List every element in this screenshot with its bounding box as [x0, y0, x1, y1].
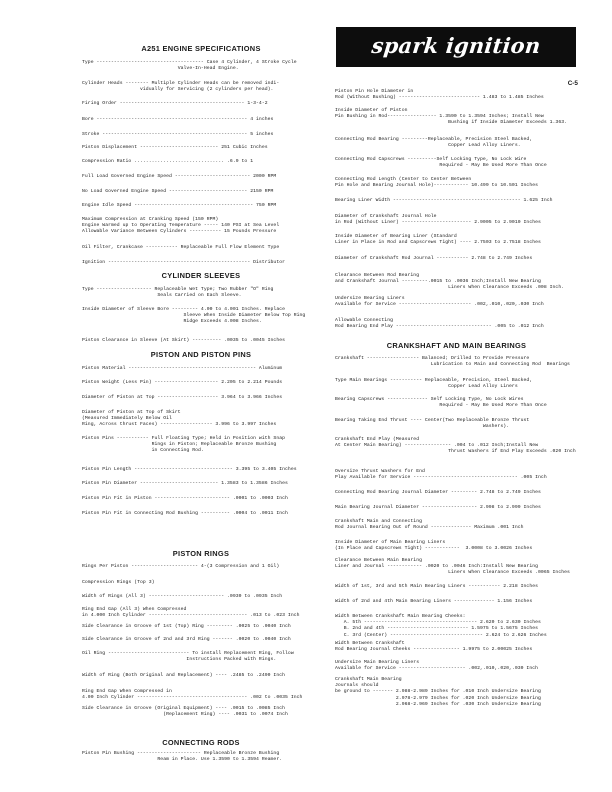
spec-line: Allowable Connecting: [335, 318, 394, 323]
spec-line: Maximum Compression at Cranking Speed (150 RPM): [82, 217, 219, 222]
spec-entry: [82, 410, 320, 429]
spec-line: Diameter of Crankshaft Journal Hole: [335, 214, 437, 219]
spec-entry: [82, 594, 320, 600]
spec-line: Connecting Rod Length (Center to Center Between: [335, 177, 472, 182]
spec-line: Pin Hole and Bearing Journal Hole)------------ 10.499 to 10.501 Inches: [335, 183, 539, 189]
spec-line: Cylinder Heads -------- Multiple Cylinder Heads can be removed indi-: [82, 81, 280, 86]
spec-line: Inside Diameter of Main Bearing Liners: [335, 540, 446, 545]
spec-entry: [335, 397, 578, 409]
spec-line: Inside Diameter of Bearing Liner (Standard: [335, 234, 457, 239]
spec-line: Journals should: [335, 683, 379, 689]
spec-line: Crankshaft Main and Connecting: [335, 519, 423, 524]
spec-line: Rod Bearing End Play --------------------------------- .005 to .012 Inch: [335, 324, 544, 330]
spec-line: vidually for Servicing (2 cylinders per head).: [82, 87, 274, 93]
spec-entry: [82, 689, 320, 701]
spec-line: Compression Ratio ............................... .6.9 to 1: [82, 159, 254, 164]
spec-line: C. 3rd (Center) -------------------------------- 2.624 to 2.626 Inches: [335, 632, 547, 638]
spec-entry: [335, 273, 578, 292]
spec-entry: [335, 137, 578, 149]
spec-entry: [82, 673, 320, 679]
spec-line: Available for Service ------------------------- .002,.010,.020,.030 Inch: [335, 302, 544, 308]
spec-line: in Connecting Rod.: [82, 448, 204, 454]
spec-line: Inside Diameter of Sleeve Bore --------- 4.00 to 4.001 Inches. Replace: [82, 307, 286, 312]
spec-entry: [82, 580, 320, 586]
spec-line: Diameter of Crankshaft Rod Journal ----------- 2.748 to 2.749 Inches: [335, 256, 533, 261]
spec-line: Bearing Taking End Thrust ---- Center(Two Replaceable Bronze Thrust: [335, 418, 530, 423]
spec-line: Connecting Rod Bearing ---------Replaceable, Precision Steel Backed,: [335, 137, 533, 142]
spec-line: in Rod (Without Liner) ------------------------ 2.9005 to 2.9010 Inches: [335, 220, 541, 226]
spec-entry: [335, 89, 578, 101]
spec-line: Rod (Without Bushing) ---------------------------- 1.483 to 1.485 Inches: [335, 95, 544, 101]
spec-entry: [82, 174, 320, 180]
spec-line: Ream in Place. Use 1.3590 to 1.3594 Reamer.: [82, 757, 283, 763]
spec-line: Width of Ring (Both Original and Replacement) ---- .2485 to .2490 Inch: [82, 673, 286, 678]
spec-line: Connecting Rod Capscrews ----------Self Locking Type, No Lock Wire: [335, 157, 527, 162]
spec-entry: [335, 234, 578, 246]
spec-line: in 4.000 Inch Cylinder ---------------------------------- .013 to .023 Inch: [82, 613, 300, 619]
spec-line: Piston Pin Fit in Connecting Rod Bushing ---------- .0004 to .0011 Inch: [82, 511, 288, 516]
spec-line: Liner in Place in Rod and Capscrews Tight) ---- 2.7503 to 2.7518 Inches: [335, 240, 541, 246]
spec-line: Width Between Crankshaft: [335, 641, 405, 646]
spec-entry: [82, 338, 320, 344]
spec-line: Type Main Bearings ----------- Replaceable, Precision, Steel Backed,: [335, 378, 533, 383]
spec-line: Liner and Journal ------------ .0020 to .0046 Inch:Install New Bearing: [335, 564, 539, 570]
spec-line: Piston Pin Fit in Piston -------------------------- .0001 to .0003 Inch: [82, 496, 288, 501]
spec-entry: [335, 198, 578, 204]
spec-line: Type ------------------- Replaceable Wet Type; Two Rubber "O" Ring: [82, 287, 274, 292]
spec-entry: [82, 217, 320, 236]
section-title-crankshaft: CRANKSHAFT AND MAIN BEARINGS: [386, 341, 527, 350]
spec-line: Connecting Rod Bearing Journal Diameter --------- 2.748 to 2.749 Inches: [335, 490, 541, 495]
spec-line: Piston Pin Hole Diameter in: [335, 89, 414, 94]
spec-entry: [82, 366, 320, 372]
spec-line: Ring End Gap (All 3) When Compressed: [82, 607, 187, 612]
spec-entry: [335, 614, 578, 639]
spec-entry: [335, 584, 578, 590]
spec-line: Piston Displacement --------------------------- 251 Cubic Inches: [82, 145, 268, 150]
spec-entry: [82, 481, 320, 487]
spec-line: Thrust Washers if End Play Exceeds .020 Inch: [335, 449, 576, 455]
spec-line: Side Clearance in Groove (Original Equipment) ---- .0015 to .0085 Inch: [82, 706, 286, 711]
spec-line: Ignition ------------------------------------------------- Distributor: [82, 260, 286, 265]
spec-line: Bearing Liner Width -------------------------------------------- 1.625 Inch: [335, 198, 553, 203]
spec-entry: [82, 101, 320, 107]
spec-line: Required - May Be Used More Than Once: [335, 403, 547, 409]
spec-line: Firing Order ------------------------------------------- 1-3-4-2: [82, 101, 268, 106]
spec-line: (Replacement Ring) ---- .0031 to .0074 Inch: [82, 712, 288, 718]
spec-line: Piston Pin Bushing ---------------------- Replaceable Bronze Bushing: [82, 751, 280, 756]
spec-line: Side Clearance in Groove of 1st (Top) Ring --------- .0025 to .0040 Inch: [82, 624, 291, 629]
spec-line: Clearance Between Main Bearing: [335, 558, 423, 563]
spec-line: Undersize Main Bearing Liners: [335, 660, 420, 665]
section-title-connecting-rods: CONNECTING RODS: [162, 738, 240, 747]
spec-line: Copper Lead Alloy Liners: [335, 384, 518, 390]
spec-line: Engine Warmed up to Operating Temperature ----- 140 PSI at Sea Level: [82, 223, 280, 229]
spec-line: Bore ---------------------------------------------------- 4 inches: [82, 117, 274, 122]
spec-line: Liners When Clearance Exceeds .008 Inch.: [335, 285, 565, 291]
spec-entry: [335, 599, 578, 605]
spec-line: Rod Bearing Journal Cheeks ---------------- 1.9975 to 2.00025 Inches: [335, 647, 533, 653]
spec-line: Sleeve When Inside Diameter Below Top Ring: [82, 313, 306, 319]
spec-line: Stroke -------------------------------------------------- 5 inches: [82, 132, 274, 137]
spec-line: Bushing if Inside Diameter Exceeds 1.363.: [335, 120, 568, 126]
section-title-cylinder-sleeves: CYLINDER SLEEVES: [161, 271, 241, 280]
spec-entry: [335, 469, 578, 481]
spec-entry: [82, 511, 320, 517]
section-title-piston-pins: PISTON AND PISTON PINS: [150, 350, 252, 359]
spec-line: Undersize Bearing Liners: [335, 296, 405, 301]
spec-entry: [335, 540, 578, 552]
spec-line: Pin Bushing in Rod----------------- 1.3590 to 1.3594 Inches; Install New: [335, 114, 544, 120]
spec-entry: [335, 490, 578, 496]
spec-line: Main Bearing Journal Diameter ------------------- 2.998 to 2.999 Inches: [335, 505, 541, 510]
spec-line: Valve-In-Head Engine.: [82, 66, 239, 72]
spec-entry: [335, 519, 578, 531]
spec-line: Rings in Piston; Replaceable Bronze Bushing: [82, 442, 277, 448]
spec-entry: [335, 677, 578, 708]
spec-entry: [82, 637, 320, 643]
spec-line: Type ------------------------------------- Case 4 Cylinder, 4 Stroke Cycle: [82, 60, 297, 65]
spec-line: 2.968-2.969 Inches for .030 Inch Undersize Bearing: [335, 701, 541, 707]
spec-line: Crankshaft Main Bearing: [335, 677, 402, 682]
spec-line: Width of Rings (All 3) -------------------------- .0930 to .0935 Inch: [82, 594, 283, 599]
spec-entry: [82, 81, 320, 93]
spec-entry: [82, 260, 320, 266]
spec-line: Instructions Packed with Rings.: [82, 657, 277, 663]
spec-entry: [335, 296, 578, 308]
spec-entry: [82, 607, 320, 619]
spec-line: Seals Carried on Each Sleeve.: [82, 293, 242, 299]
spec-line: Piston Weight (Less Pin) ---------------------- 2.205 to 2.214 Pounds: [82, 380, 283, 385]
spec-line: Oil Ring ---------------------------- To install Replacement Ring, Follow: [82, 651, 294, 656]
spec-entry: [335, 356, 578, 368]
spec-line: Bearing Capscrews -------------- Self Locking Type, No Lock Wires: [335, 397, 524, 402]
spec-line: and Crankshaft Journal ---------.0015 to .0036 Inch;Install New Bearing: [335, 279, 541, 285]
banner-title: spark ignition engines: [370, 33, 542, 96]
spec-line: Ridge Exceeds 4.008 Inches.: [82, 319, 262, 325]
spec-entry: [82, 117, 320, 123]
spec-entry: [82, 245, 320, 251]
spec-entry: [335, 157, 578, 169]
spec-line: Piston Pins ----------- Full Floating Type; Held in Position with Snap: [82, 436, 286, 441]
spec-line: No Load Governed Engine Speed --------------------------- 2150 RPM: [82, 189, 274, 194]
spec-line: Oil Filter, Crankcase ----------- Replaceable Full Flow Element Type: [82, 245, 280, 250]
spec-entry: [335, 558, 578, 577]
spec-line: Washers).: [335, 424, 510, 430]
spec-line: Oversize Thrust Washers for End: [335, 469, 425, 474]
spec-entry: [335, 256, 578, 262]
spec-entry: [82, 159, 320, 165]
spec-line: Width of 1st, 3rd and 5th Main Bearing Liners ----------- 2.218 Inches: [335, 584, 539, 589]
spec-line: Play Available for Service ------------------------------------ .005 Inch: [335, 475, 547, 481]
spec-line: 4.00 Inch Cylinder -------------------------------------- .002 to .0035 Inch: [82, 695, 303, 701]
spec-line: Compression Rings (Top 3): [82, 580, 155, 585]
spec-entry: [335, 660, 578, 672]
spec-entry: [82, 145, 320, 151]
spec-line: A. 5th --------------------------------------- 2.620 to 2.630 Inches: [335, 620, 541, 626]
spec-line: Lubrication to Main and Connecting Rod Bearings: [335, 362, 570, 368]
spec-entry: [335, 214, 578, 226]
spec-entry: [82, 60, 320, 72]
spec-line: Ring End Gap When Compressed in: [82, 689, 172, 694]
spec-line: Width of 2nd and 4th Main Bearing Liners -------------- 1.156 Inches: [335, 599, 533, 604]
spec-line: Inside Diameter of Piston: [335, 108, 408, 113]
spec-line: Allowable Variance Between Cylinders ----------- 15 Pounds Pressure: [82, 229, 277, 235]
spec-line: Rings Per Piston ----------------------- 4-(3 Compression and 1 Oil): [82, 564, 280, 569]
spec-line: be ground to ------- 2.988-2.989 Inches for .010 Inch Undersize Bearing: [335, 689, 541, 695]
spec-entry: [82, 307, 320, 326]
spec-line: Copper Lead Alloy Liners.: [335, 143, 521, 149]
spec-entry: [82, 467, 320, 473]
section-title-piston-rings: PISTON RINGS: [172, 549, 230, 558]
spec-entry: [335, 378, 578, 390]
spec-line: Liners When Clearance Exceeds .0065 Inches: [335, 570, 570, 576]
spec-line: Piston Clearance in Sleeve (At Skirt) ---------- .0035 to .0045 Inches: [82, 338, 286, 343]
spec-line: Required - May Be Used More Than Once: [335, 163, 547, 169]
spec-entry: [335, 108, 578, 127]
spec-line: B. 2nd and 4th ---------------------------- 1.5975 to 1.5675 Inches: [335, 626, 539, 632]
spec-line: At Center Main Bearing) ---------------- .004 to .012 Inch;Install New: [335, 443, 539, 449]
spec-entry: [82, 380, 320, 386]
spec-entry: [82, 203, 320, 209]
spec-entry: [335, 505, 578, 511]
spec-line: Clearance Between Rod Bearing: [335, 273, 420, 278]
spec-line: (In Place and Capscrews Tight) ------------ 3.0008 to 3.0026 Inches: [335, 546, 533, 552]
spec-line: Diameter of Piston at Top of Skirt: [82, 410, 181, 415]
page-number: C-5: [567, 80, 578, 87]
spec-entry: [82, 132, 320, 138]
spec-line: Rod Journal Bearing Out of Round -------------- Maximum .001 Inch: [335, 525, 524, 531]
spec-line: Available for Service ----------------------- .002,.010,.020,.030 Inch: [335, 666, 539, 672]
spec-entry: [335, 437, 578, 456]
spec-line: Side Clearance in Groove of 2nd and 3rd Ring ------- .0020 to .0040 Inch: [82, 637, 291, 642]
spec-entry: [82, 706, 320, 718]
spec-entry: [335, 177, 578, 189]
spec-entry: [82, 651, 320, 663]
spec-line: Piston Pin Diameter --------------------------- 1.3583 to 1.3586 Inches: [82, 481, 288, 486]
spec-line: Engine Idle Speed ----------------------------------------- 750 RPM: [82, 203, 277, 208]
spec-line: 2.978-2.979 Inches for .020 Inch Undersize Bearing: [335, 695, 541, 701]
spec-entry: [335, 641, 578, 653]
spec-entry: [335, 318, 578, 330]
spec-entry: [82, 624, 320, 630]
spec-entry: [82, 564, 320, 570]
section-title-engine-specs: A251 ENGINE SPECIFICATIONS: [141, 44, 261, 53]
spec-entry: [82, 496, 320, 502]
spec-entry: [82, 436, 320, 455]
spec-entry: [82, 751, 320, 763]
spec-entry: [335, 418, 578, 430]
spec-entry: [82, 189, 320, 195]
spec-line: Diameter of Piston at Top --------------------- 3.964 to 3.966 Inches: [82, 395, 283, 400]
spec-entry: [82, 395, 320, 401]
spec-line: Width Between Crankshaft Main Bearing Cheeks:: [335, 614, 466, 619]
spec-line: (Measured Immediately Below Oil: [82, 416, 172, 422]
spec-line: Full Load Governed Engine Speed -------------------------- 2000 RPM: [82, 174, 277, 179]
spec-line: Ring, Across thrust Faces) ------------------ 3.996 to 3.997 Inches: [82, 422, 277, 428]
spec-line: Piston Material -------------------------------------------- Aluminum: [82, 366, 283, 371]
spec-line: Piston Pin Length ---------------------------------- 3.395 to 3.405 Inches: [82, 467, 297, 472]
spec-line: Crankshaft ------------------ Balanced; Drilled to Provide Pressure: [335, 356, 530, 361]
spec-entry: [82, 287, 320, 299]
spec-line: Crankshaft End Play (Measured: [335, 437, 420, 442]
